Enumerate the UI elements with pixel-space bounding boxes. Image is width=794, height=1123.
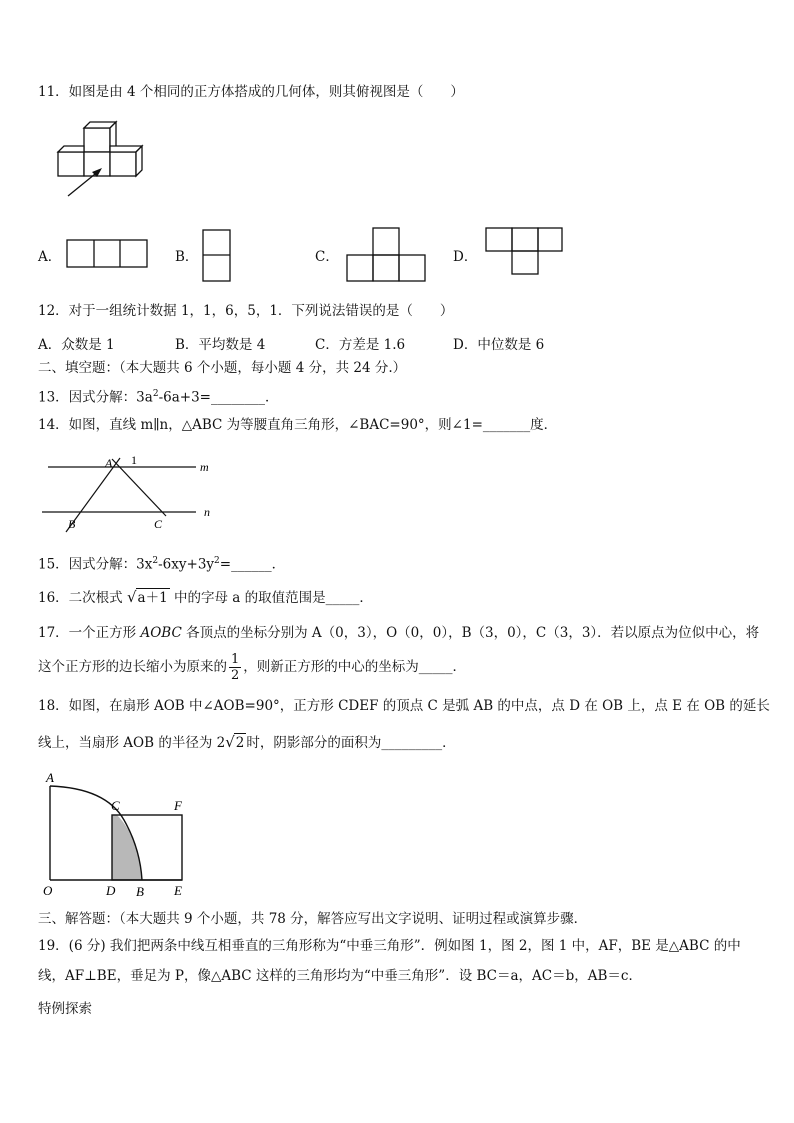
q11-option-b-figure[interactable] bbox=[201, 228, 233, 284]
q17-line2: 这个正方形的边长缩小为原来的 $\frac{1}{2}$ ，则新正方形的中心的坐标为_____． bbox=[38, 652, 467, 683]
svg-text:O: O bbox=[43, 883, 53, 898]
q11-option-a-figure[interactable] bbox=[66, 238, 150, 270]
q12-text: 12．对于一组统计数据 1，1，6，5，1．下列说法错误的是（ ） bbox=[38, 303, 454, 319]
q12-option-d[interactable]: D．中位数是 6 bbox=[453, 337, 545, 353]
svg-text:C: C bbox=[111, 798, 120, 813]
q16-text: 16．二次根式 √a＋1 中的字母 a 的取值范围是_____． bbox=[38, 588, 373, 606]
svg-text:E: E bbox=[174, 883, 182, 898]
svg-text:C: C bbox=[154, 517, 163, 531]
svg-text:m: m bbox=[200, 460, 209, 474]
svg-text:A: A bbox=[46, 770, 54, 785]
q17-fraction: $\frac{1}{2}$ bbox=[231, 652, 240, 683]
q12-option-c[interactable]: C．方差是 1.6 bbox=[315, 337, 406, 353]
q12-option-a[interactable]: A．众数是 1 bbox=[38, 337, 115, 353]
q11-solid-figure bbox=[54, 118, 154, 202]
svg-text:D: D bbox=[106, 883, 116, 898]
q11-option-a-label[interactable]: A． bbox=[38, 249, 62, 265]
q13-text: 13．因式分解：$3a^2-6a+3=\_\_\_\_\_\_\_\_$． bbox=[38, 389, 279, 406]
q11-option-c-label[interactable]: C． bbox=[315, 249, 339, 265]
q19-line1: 19．(6 分) 我们把两条中线互相垂直的三角形称为“中垂三角形”．例如图 1，图 2，图 1 中，AF，BE 是△ABC 的中 bbox=[38, 938, 741, 954]
svg-text:B: B bbox=[136, 884, 144, 899]
q11-option-c-figure[interactable] bbox=[345, 226, 429, 284]
q11-text: 11．如图是由 4 个相同的正方体搭成的几何体，则其俯视图是（ ） bbox=[38, 84, 464, 100]
svg-text:1: 1 bbox=[131, 453, 137, 467]
svg-text:F: F bbox=[174, 798, 182, 813]
q14-text: 14．如图，直线 m∥n，△ABC 为等腰直角三角形，∠BAC=90°，则∠1=_______度． bbox=[38, 417, 558, 433]
q11-option-d-figure[interactable] bbox=[484, 226, 568, 278]
svg-text:A: A bbox=[105, 456, 113, 470]
q17-line1: 17．一个正方形 AOBC 各顶点的坐标分别为 A（0，3），O（0，0），B（3，0），C（3，3）．若以原点为位似中心，将 bbox=[38, 625, 760, 641]
q11-option-b-label[interactable]: B． bbox=[175, 249, 199, 265]
q18-line2: 线上，当扇形 AOB 的半径为 2√2 时，阴影部分的面积为_________． bbox=[38, 733, 456, 751]
q11-option-d-label[interactable]: D． bbox=[453, 249, 478, 265]
q14-figure bbox=[38, 448, 218, 534]
q18-line1: 18．如图，在扇形 AOB 中∠AOB=90°，正方形 CDEF 的顶点 C 是弧 AB 的中点，点 D 在 OB 上，点 E 在 OB 的延长 bbox=[38, 698, 770, 714]
svg-text:n: n bbox=[204, 505, 210, 519]
svg-text:B: B bbox=[68, 517, 76, 531]
section-2-heading: 二、填空题：（本大题共 6 个小题，每小题 4 分，共 24 分.） bbox=[38, 360, 407, 376]
q12-option-b[interactable]: B．平均数是 4 bbox=[175, 337, 266, 353]
section-3-heading: 三、解答题：（本大题共 9 个小题，共 78 分，解答应写出文字说明、证明过程或演算步骤． bbox=[38, 911, 588, 927]
q15-text: 15．因式分解：$3x^2-6xy+3y^2=\_\_\_\_\_\_$． bbox=[38, 556, 286, 573]
q19-line2: 线，AF⊥BE，垂足为 P，像△ABC 这样的三角形均为“中垂三角形”．设 BC＝a，AC＝b，AB＝c． bbox=[38, 968, 642, 984]
q18-figure bbox=[40, 768, 200, 900]
q19-line3: 特例探索 bbox=[38, 1001, 92, 1017]
